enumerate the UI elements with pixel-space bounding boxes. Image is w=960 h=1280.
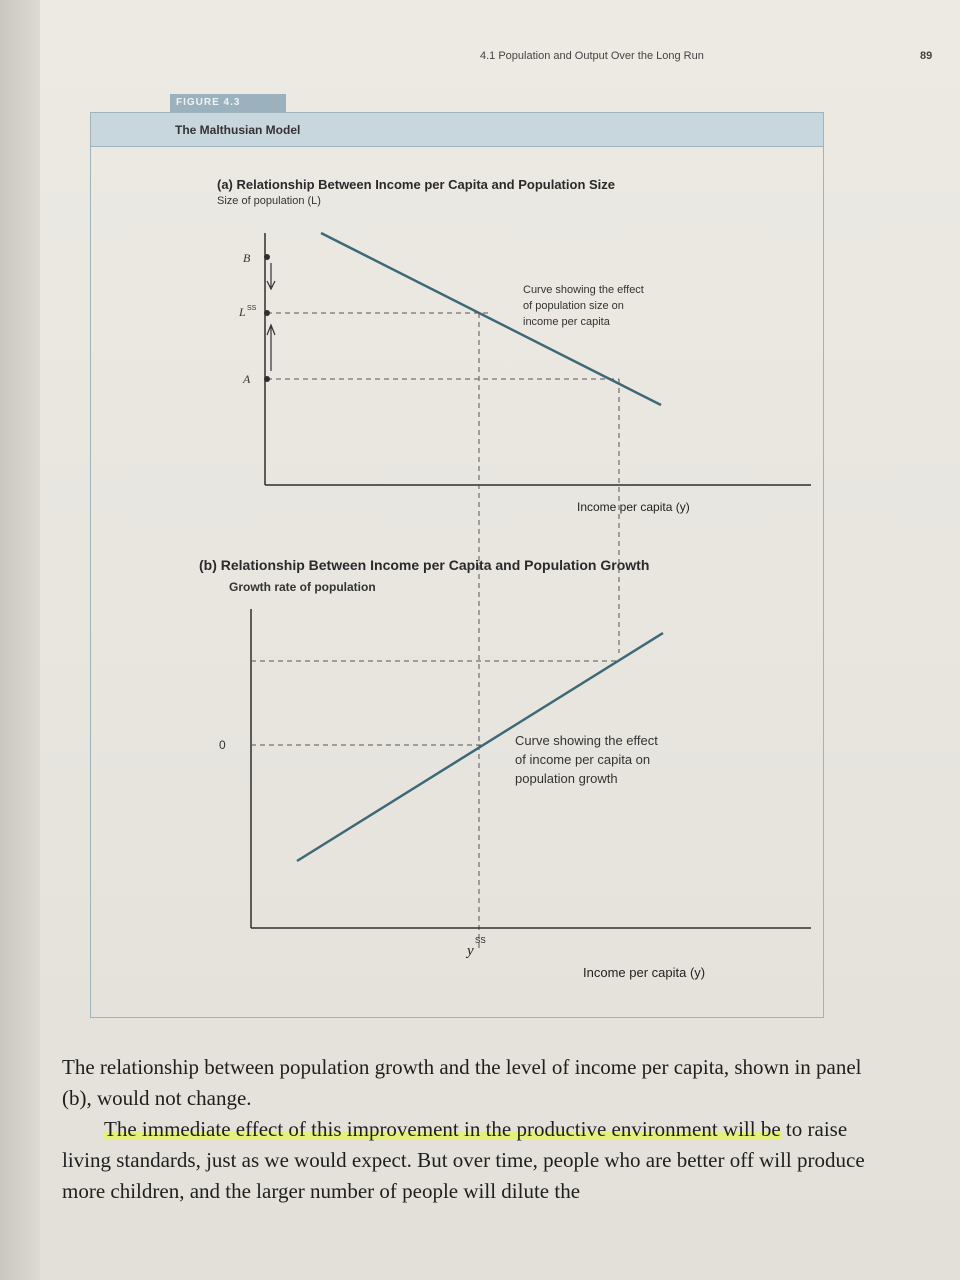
- figure-title: The Malthusian Model: [91, 113, 823, 147]
- arrow-down-icon: [267, 263, 275, 289]
- point-b-label: B: [243, 251, 251, 265]
- figure-charts: [91, 113, 825, 1019]
- panel-b-curve-label-line2: of income per capita on: [515, 752, 651, 767]
- yss-label: y: [467, 943, 474, 959]
- panel-b-zero-label: 0: [219, 738, 226, 752]
- paragraph-2: [62, 1114, 892, 1207]
- panel-b-title: (b) Relationship Between Income per Capita and Population Growth: [199, 557, 650, 573]
- panel-b-curve-label-line3: population growth: [515, 771, 618, 786]
- adjacent-page-edge: [0, 0, 40, 1280]
- paragraph-2-rest: to raise living standards, just as we would expect. But over time, people who are better off will produce more children, and the larger number of people will dilute the: [62, 1117, 865, 1203]
- panel-a-curve-label-line2: of population size on: [523, 300, 624, 312]
- panel-a-x-axis-title: Income per capita (y): [577, 500, 690, 514]
- panel-b-chart: [219, 609, 811, 980]
- point-lss-label: L: [239, 305, 246, 319]
- point-lss-marker: [264, 310, 270, 316]
- arrow-up-icon: [267, 325, 275, 371]
- point-a-label: A: [243, 372, 251, 386]
- panel-b-curve-label-line1: Curve showing the effect: [515, 733, 658, 748]
- panel-b-x-axis-title: Income per capita (y): [583, 965, 706, 980]
- running-title: 4.1 Population and Output Over the Long Run: [480, 50, 704, 62]
- point-lss-superscript: SS: [247, 305, 257, 312]
- panel-a-curve-label-line1: Curve showing the effect: [523, 284, 644, 296]
- panel-a-curve-label-line3: income per capita: [523, 316, 610, 328]
- figure-tag: FIGURE 4.3: [170, 94, 286, 112]
- paragraph-1: The relationship between population growth and the level of income per capita, shown in panel (b), would not change.: [62, 1055, 862, 1110]
- yss-superscript: SS: [475, 936, 486, 945]
- panel-b-y-axis-title: Growth rate of population: [229, 580, 376, 594]
- figure-box: [90, 112, 824, 1018]
- page-number: 89: [920, 50, 933, 62]
- body-text: [62, 1052, 892, 1207]
- panel-a-y-axis-title: Size of population (L): [217, 195, 321, 207]
- book-page: [40, 0, 960, 1280]
- point-b-marker: [264, 254, 270, 260]
- point-a-marker: [264, 376, 270, 382]
- highlighted-text: The immediate effect of this improvement in the productive environment will be: [104, 1117, 781, 1141]
- panel-a-title: (a) Relationship Between Income per Capita and Population Size: [217, 177, 616, 192]
